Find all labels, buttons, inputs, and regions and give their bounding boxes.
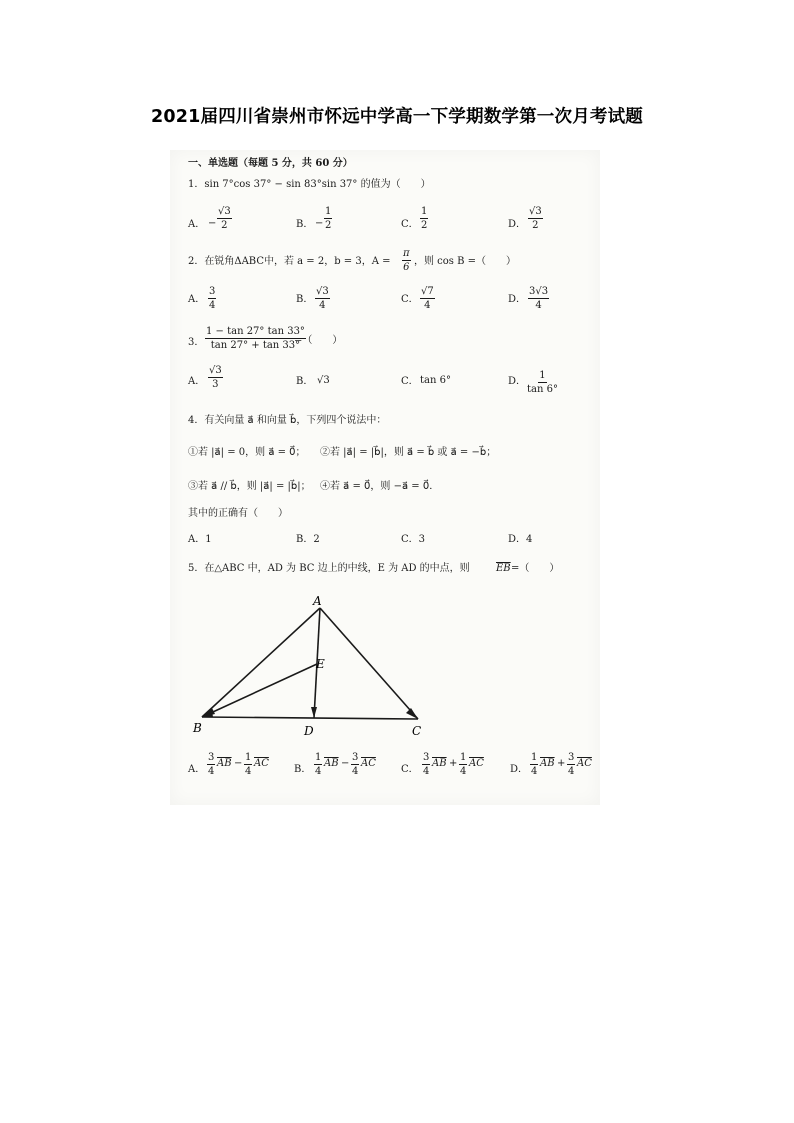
point-label-e: E [316,657,325,671]
numerator: √3 [316,286,329,297]
q5-option-d-label: D． [510,764,529,775]
q1-option-a-sign: − [208,218,217,229]
q1-option-a-label: A． [188,219,206,230]
scanned-exam-page [170,150,600,805]
denominator: 4 [209,300,216,311]
arrowhead-ac [406,708,418,719]
q4-statement-1: ①若 |a⃗| = 0，则 a⃗ = 0⃗； [188,447,306,458]
numerator: 3 [209,286,216,297]
q2-option-c-fraction [420,286,435,311]
denominator: 2 [325,220,332,231]
q5-option-c-coef-1 [422,752,430,777]
q3-option-b-value: √3 [317,375,330,386]
numerator: 1 [421,206,428,217]
denominator: 4 [424,300,431,311]
denominator: 4 [535,300,542,311]
q1-option-c-label: C． [401,219,419,230]
q3-option-d-fraction [527,370,558,395]
q5-stem-start: 5．在△ABC 中，AD 为 BC 边上的中线，E 为 AD 的中点，则 [188,563,470,574]
q5-option-b-vector-1: $\overline{AB}$ [324,758,339,769]
section-heading: 一、单选题（每题 5 分，共 60 分） [188,158,353,169]
q5-option-c-vector-1: $\overline{AB}$ [432,758,447,769]
numerator: π [403,248,410,259]
numerator: √3 [218,206,231,217]
denominator: 6 [403,262,410,273]
q1-option-b-sign: − [315,218,324,229]
q5-option-a-vector-1: $\overline{AB}$ [217,758,232,769]
numerator: 1 [539,370,546,381]
denominator: 4 [352,766,359,777]
q2-option-b-fraction [315,286,330,311]
numerator: √7 [421,286,434,297]
q5-option-c-operator: + [449,758,458,769]
q3-option-b-label: B． [296,376,314,387]
q5-option-d-coef-2 [567,752,575,777]
q3-option-a-fraction [208,365,223,390]
denominator: 4 [208,766,215,777]
q1-option-b-label: B． [296,219,314,230]
denominator: 4 [319,300,326,311]
denominator: 2 [221,220,228,231]
q2-stem-end: ，则 cos B =（ ） [414,256,517,267]
denominator: 2 [421,220,428,231]
q3-option-a-label: A． [188,376,206,387]
q5-option-a-coef-1 [207,752,215,777]
q2-option-b-label: B． [296,294,314,305]
denominator: 4 [531,766,538,777]
q4-option-b: B．2 [296,534,320,545]
q5-option-d-operator: + [557,758,566,769]
q5-option-c-label: C． [401,764,419,775]
q1-option-a-fraction [217,206,232,231]
q2-option-a-label: A． [188,294,206,305]
q5-stem-vector: $\overline{EB}$ [496,563,511,574]
q2-stem-start: 2．在锐角ΔABC中，若 a = 2，b = 3，A = [188,256,391,267]
q2-stem-pi-fraction [402,248,411,273]
q5-option-b-coef-1 [314,752,322,777]
vertex-label-c: C [412,724,422,738]
q5-option-b-operator: − [341,758,350,769]
q4-question: 其中的正确有（ ） [188,508,288,519]
q5-stem-end: =（ ） [511,563,560,574]
denominator: 4 [315,766,322,777]
q1-stem: 1．sin 7°cos 37° − sin 83°sin 37° 的值为（ ） [188,179,431,190]
q3-option-c-value: tan 6° [420,375,451,386]
numerator: 1 [460,752,467,763]
denominator: tan 6° [527,384,558,395]
side-ab [202,608,320,717]
numerator: 3 [352,752,359,763]
q4-statement-2: ②若 |a⃗| = |b⃗|，则 a⃗ = b⃗ 或 a⃗ = −b⃗； [320,447,497,458]
denominator: 4 [423,766,430,777]
vertex-label-a: A [313,594,322,608]
denominator: 4 [568,766,575,777]
q5-option-a-label: A． [188,764,206,775]
q5-option-a-vector-2: $\overline{AC}$ [254,758,269,769]
q5-option-b-coef-2 [351,752,359,777]
q2-option-d-fraction [528,286,549,311]
q4-option-a: A．1 [188,534,212,545]
q2-option-d-label: D． [508,294,527,305]
q2-option-a-fraction [208,286,216,311]
numerator: √3 [529,206,542,217]
numerator: 1 [531,752,538,763]
numerator: 3√3 [529,286,549,297]
q4-statement-3: ③若 a⃗ // b⃗，则 |a⃗| = |b⃗|； [188,481,311,492]
q1-option-b-fraction [324,206,332,231]
q3-stem-fraction [205,326,306,351]
denominator: tan 27° + tan 33° [210,340,301,351]
q1-option-c-fraction [420,206,428,231]
q5-option-d-vector-2: $\overline{AC}$ [577,758,592,769]
q5-option-a-coef-2 [244,752,252,777]
numerator: 3 [208,752,215,763]
q4-option-c: C．3 [401,534,426,545]
point-label-d: D [304,724,314,738]
q1-option-d-fraction [528,206,543,231]
q4-statement-4: ④若 a⃗ = 0⃗，则 −a⃗ = 0⃗． [320,481,440,492]
q5-option-b-label: B． [294,764,312,775]
denominator: 4 [245,766,252,777]
numerator: 1 − tan 27° tan 33° [206,326,305,337]
q5-option-d-coef-1 [530,752,538,777]
q3-option-d-label: D． [508,376,527,387]
page-title: 2021届四川省崇州市怀远中学高一下学期数学第一次月考试题 [150,107,643,127]
q5-option-a-operator: − [234,758,243,769]
side-ac [320,608,418,719]
side-bc [202,717,418,719]
q5-option-d-vector-1: $\overline{AB}$ [540,758,555,769]
arrowhead-ad [311,707,317,718]
segment-eb [202,664,317,717]
q2-option-c-label: C． [401,294,419,305]
numerator: 1 [325,206,332,217]
numerator: 3 [423,752,430,763]
triangle-figure [190,590,430,740]
vertex-label-b: B [193,721,202,735]
q5-option-c-vector-2: $\overline{AC}$ [469,758,484,769]
numerator: 1 [245,752,252,763]
q3-option-c-label: C． [401,376,419,387]
q4-stem: 4．有关向量 a⃗ 和向量 b⃗，下列四个说法中： [188,415,387,426]
denominator: 3 [212,379,219,390]
denominator: 4 [460,766,467,777]
q3-stem-end: =（ ） [294,335,343,346]
q3-number: 3． [188,337,205,348]
denominator: 2 [532,220,539,231]
q5-option-c-coef-2 [459,752,467,777]
q4-option-d: D．4 [508,534,533,545]
q1-option-d-label: D． [508,219,527,230]
q5-option-b-vector-2: $\overline{AC}$ [361,758,376,769]
numerator: 3 [568,752,575,763]
numerator: 1 [315,752,322,763]
numerator: √3 [209,365,222,376]
